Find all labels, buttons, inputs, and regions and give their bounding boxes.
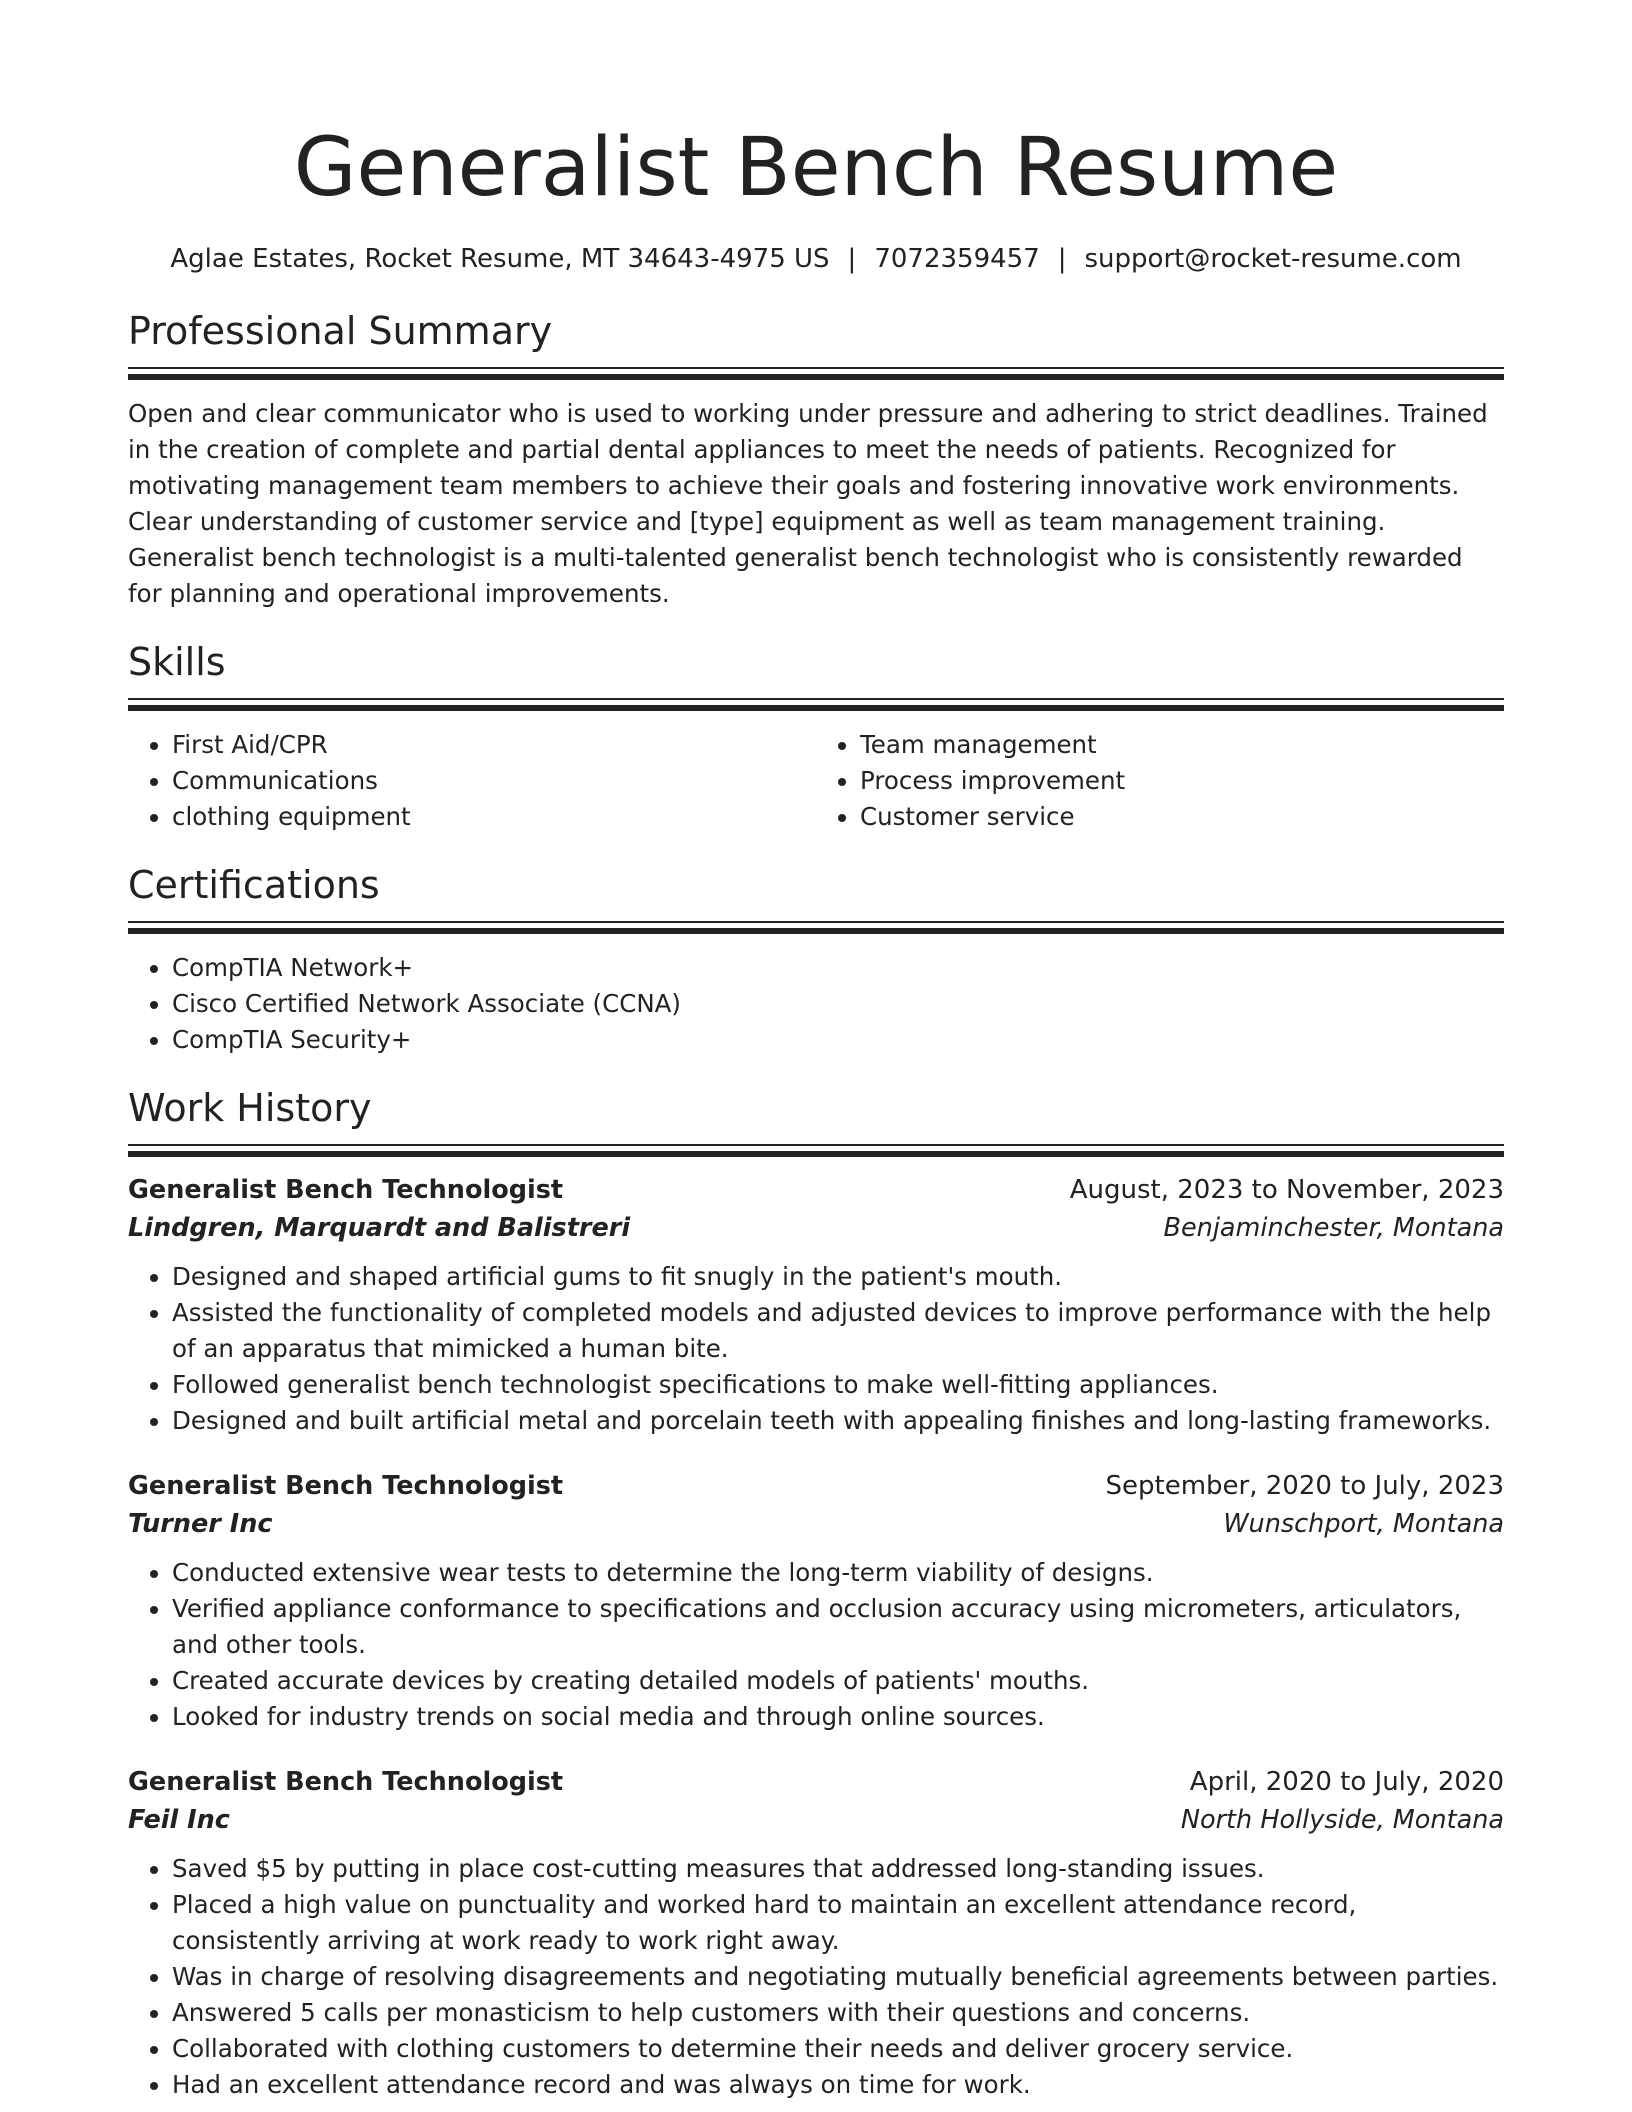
skills-grid bbox=[128, 727, 1504, 835]
skill-item: • clothing equipment bbox=[172, 799, 816, 835]
job-company: Lindgren, Marquardt and Balistreri bbox=[128, 1213, 631, 1243]
job-dates: September, 2020 to July, 2023 bbox=[1105, 1471, 1504, 1501]
contact-separator: | bbox=[1057, 244, 1067, 274]
job-bullet: • Was in charge of resolving disagreements and negotiating mutually beneficial agreements between parties. bbox=[172, 1959, 1504, 1995]
skills-list-left bbox=[128, 727, 816, 835]
job-bullet: • Assisted the functionality of completed models and adjusted devices to improve performance with the help of an apparatus that mimicked a human bite. bbox=[172, 1295, 1504, 1367]
certification-item: • Cisco Certified Network Associate (CCNA) bbox=[172, 986, 1504, 1022]
section-rule bbox=[128, 921, 1504, 923]
job-bullets bbox=[128, 1259, 1504, 1439]
job-dates: August, 2023 to November, 2023 bbox=[1069, 1175, 1504, 1205]
section-rule-thick bbox=[128, 705, 1504, 711]
section-rule bbox=[128, 1144, 1504, 1146]
skill-item: • Communications bbox=[172, 763, 816, 799]
job-bullet: • Created accurate devices by creating detailed models of patients' mouths. bbox=[172, 1663, 1504, 1699]
certification-item: • CompTIA Network+ bbox=[172, 950, 1504, 986]
job-subheader bbox=[128, 1209, 1504, 1247]
job-bullets bbox=[128, 1555, 1504, 1735]
job-bullet: • Designed and built artificial metal and porcelain teeth with appealing finishes and long-lasting frameworks. bbox=[172, 1403, 1504, 1439]
job-location: Benjaminchester, Montana bbox=[1163, 1213, 1504, 1243]
resume-page bbox=[128, 0, 1504, 2103]
contact-address: Aglae Estates, Rocket Resume, MT 34643-4975 US bbox=[170, 244, 830, 274]
contact-line bbox=[128, 242, 1504, 276]
job-bullet: • Had an excellent attendance record and was always on time for work. bbox=[172, 2067, 1504, 2103]
job-header bbox=[128, 1763, 1504, 1801]
section-rule-thick bbox=[128, 374, 1504, 380]
summary-text: Open and clear communicator who is used to working under pressure and adhering to strict deadlines. Trained in the creation of complete and partial dental appliances to meet the needs of patients. Recognized for motivating management team members to achieve their goals and fostering innovative work environments. Clear understanding of customer service and [type] equipment as well as team management training. Generalist bench technologist is a multi-talented generalist bench technologist who is consistently rewarded for planning and operational improvements. bbox=[128, 399, 1488, 608]
job-company: Feil Inc bbox=[128, 1805, 230, 1835]
contact-separator: | bbox=[847, 244, 857, 274]
job-bullet: • Followed generalist bench technologist specifications to make well-fitting appliances. bbox=[172, 1367, 1504, 1403]
work-history-section bbox=[128, 1084, 1504, 2103]
job-title: Generalist Bench Technologist bbox=[128, 1767, 564, 1797]
section-rule-thick bbox=[128, 928, 1504, 934]
skill-item: • Team management bbox=[860, 727, 1504, 763]
certifications-list bbox=[128, 950, 1504, 1058]
job-subheader bbox=[128, 1505, 1504, 1543]
job-bullet: • Saved $5 by putting in place cost-cutting measures that addressed long-standing issues. bbox=[172, 1851, 1504, 1887]
job-title: Generalist Bench Technologist bbox=[128, 1175, 564, 1205]
job-title: Generalist Bench Technologist bbox=[128, 1471, 564, 1501]
job-dates: April, 2020 to July, 2020 bbox=[1189, 1767, 1504, 1797]
job-location: Wunschport, Montana bbox=[1223, 1509, 1504, 1539]
resume-title: Generalist Bench Resume bbox=[293, 121, 1339, 215]
contact-phone: 7072359457 bbox=[874, 244, 1040, 274]
section-rule bbox=[128, 367, 1504, 369]
certifications-section bbox=[128, 861, 1504, 1058]
job-header bbox=[128, 1171, 1504, 1209]
section-heading-work-history: Work History bbox=[128, 1086, 372, 1130]
job-bullet: • Conducted extensive wear tests to determine the long-term viability of designs. bbox=[172, 1555, 1504, 1591]
skill-item: • Customer service bbox=[860, 799, 1504, 835]
skills-list-right bbox=[816, 727, 1504, 835]
section-rule-thick bbox=[128, 1151, 1504, 1157]
skill-item: • First Aid/CPR bbox=[172, 727, 816, 763]
job-bullet: • Placed a high value on punctuality and worked hard to maintain an excellent attendance record, consistently arriving at work ready to work right away. bbox=[172, 1887, 1504, 1959]
section-heading-summary: Professional Summary bbox=[128, 309, 553, 353]
job-company: Turner Inc bbox=[128, 1509, 273, 1539]
section-heading-certifications: Certifications bbox=[128, 863, 380, 907]
section-heading-skills: Skills bbox=[128, 640, 226, 684]
job-bullet: • Verified appliance conformance to specifications and occlusion accuracy using micrometers, articulators, and other tools. bbox=[172, 1591, 1504, 1663]
skill-item: • Process improvement bbox=[860, 763, 1504, 799]
contact-email: support@rocket-resume.com bbox=[1084, 244, 1462, 274]
job-bullet: • Answered 5 calls per monasticism to help customers with their questions and concerns. bbox=[172, 1995, 1504, 2031]
job-subheader bbox=[128, 1801, 1504, 1839]
job-bullets bbox=[128, 1851, 1504, 2103]
job-header bbox=[128, 1467, 1504, 1505]
job-entry bbox=[128, 1467, 1504, 1735]
section-rule bbox=[128, 698, 1504, 700]
job-location: North Hollyside, Montana bbox=[1180, 1805, 1504, 1835]
job-entry bbox=[128, 1763, 1504, 2103]
job-bullet: • Looked for industry trends on social media and through online sources. bbox=[172, 1699, 1504, 1735]
skills-section bbox=[128, 638, 1504, 835]
certification-item: • CompTIA Security+ bbox=[172, 1022, 1504, 1058]
job-entry bbox=[128, 1171, 1504, 1439]
job-bullet: • Collaborated with clothing customers to determine their needs and deliver grocery service. bbox=[172, 2031, 1504, 2067]
job-bullet: • Designed and shaped artificial gums to fit snugly in the patient's mouth. bbox=[172, 1259, 1504, 1295]
summary-section bbox=[128, 307, 1504, 612]
